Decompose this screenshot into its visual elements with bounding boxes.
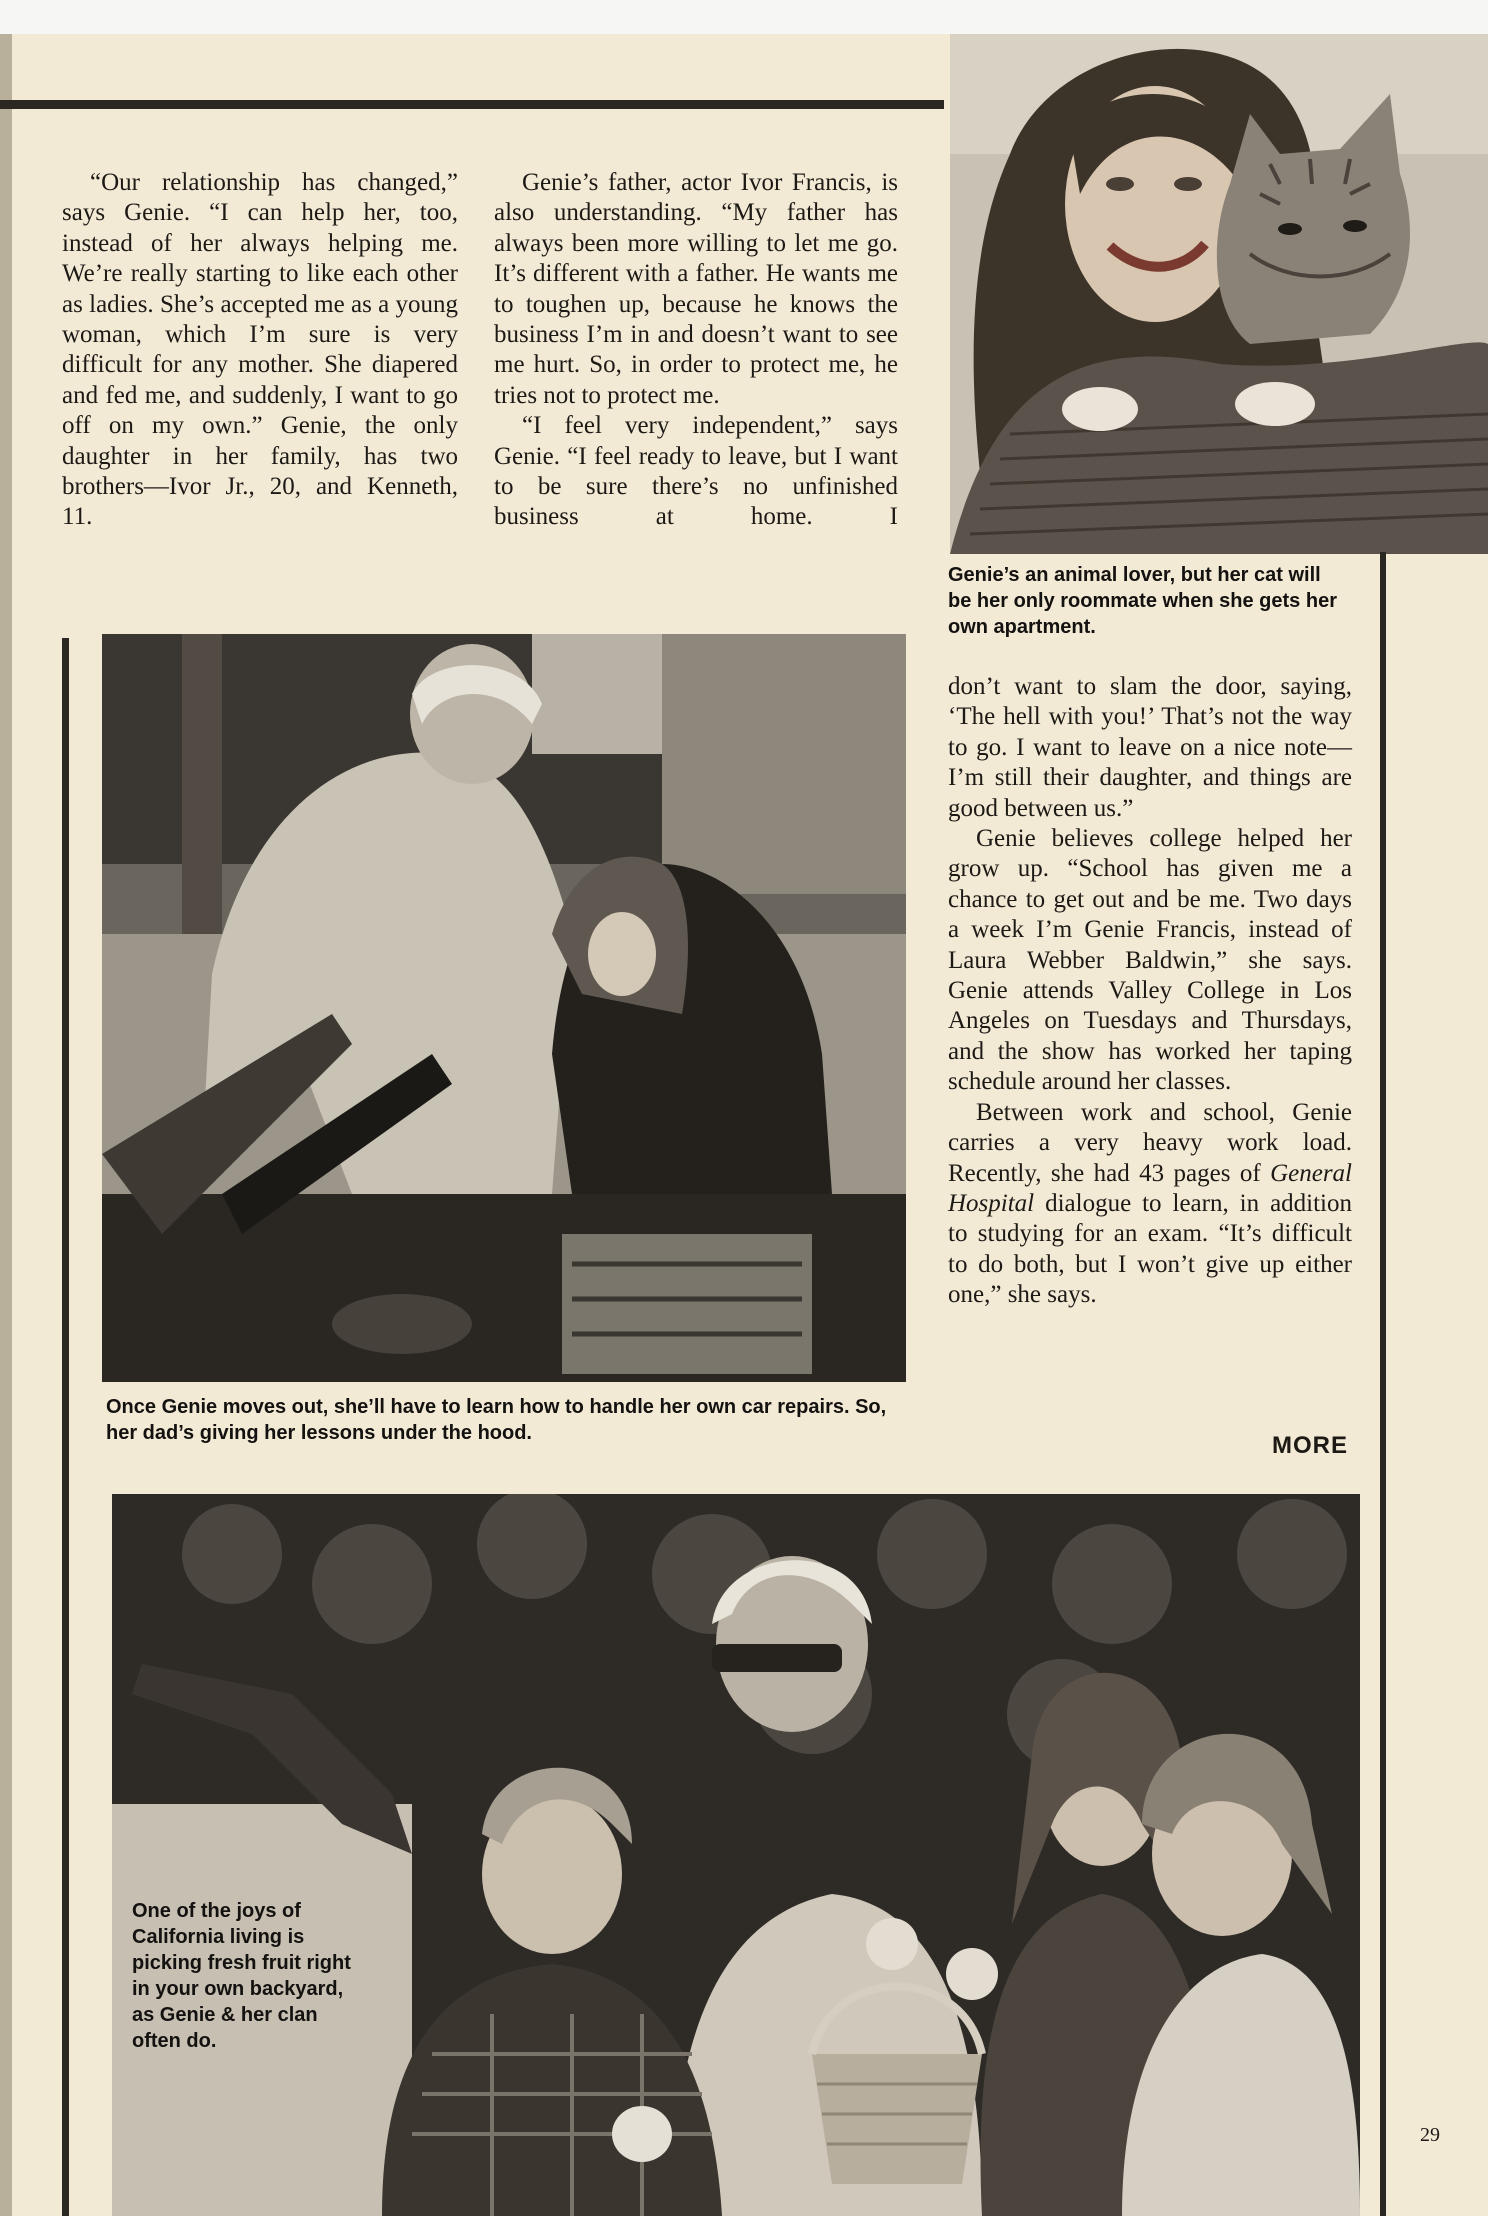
caption-cat: Genie’s an animal lover, but her cat will be her only roommate when she gets her own apartment. — [948, 564, 1337, 638]
article-column-2 — [494, 168, 898, 533]
page-number: 29 — [1420, 2124, 1440, 2146]
article-paragraph: “Our relationship has changed,” says Genie. “I can help her, too, instead of her always helping me. We’re really starting to like each other as ladies. She’s accepted me as a young woman, which I’m sure is very difficult for any mother. She diapered and fed me, and suddenly, I want to go off on my own.” Genie, the only daughter in her family, has two brothers—Ivor Jr., 20, and Kenneth, 11. — [62, 169, 458, 531]
article-paragraph: “I feel very independent,” says Genie. “I feel ready to leave, but I want to be sure there’s no unfinished business at home. I — [494, 412, 898, 531]
caption-fruit: One of the joys of California living is picking fresh fruit right in your own backyard, as Genie & her clan often do. — [132, 1900, 351, 2052]
photo-genie-with-cat — [950, 34, 1488, 554]
photo-car-repair-lesson — [102, 634, 906, 1382]
continued-marker: MORE — [1272, 1432, 1348, 1459]
article-column-1 — [62, 168, 458, 533]
photo-family-picking-fruit — [112, 1494, 1360, 2216]
column-border-left — [62, 638, 69, 2216]
article-text: Between work and school, Genie carries a very heavy work load. Recently, she had 43 pages of — [948, 1098, 1352, 1187]
article-paragraph — [948, 1098, 1352, 1311]
caption-car: Once Genie moves out, she’ll have to learn how to handle her own car repairs. So, her dad’s giving her lessons under the hood. — [106, 1396, 887, 1444]
scan-top-margin — [0, 0, 1488, 34]
page-binding-edge — [0, 34, 12, 2216]
article-paragraph: Genie believes college helped her grow up. “School has given me a chance to get out and be me. Two days a week I’m Genie Francis, instead of Laura Webber Baldwin,” she says. Genie attends Valley College in Los Angeles on Tuesdays and Thursdays, and the show has worked her taping schedule around her classes. — [948, 825, 1352, 1096]
top-rule — [0, 100, 944, 109]
article-paragraph: don’t want to slam the door, saying, ‘The hell with you!’ That’s not the way to go. I want to leave on a nice note—I’m still their daughter, and things are good between us.” — [948, 673, 1352, 822]
article-column-3 — [948, 672, 1352, 1311]
show-title: General Hospital — [948, 1159, 1352, 1217]
column-border-right — [1380, 552, 1386, 2216]
article-text: dialogue to learn, in addition to studying for an exam. “It’s difficult to do both, but I won’t give up either one,” she says. — [948, 1189, 1352, 1309]
article-paragraph: Genie’s father, actor Ivor Francis, is also understanding. “My father has always been more willing to let me go. It’s different with a father. He wants me to toughen up, because he knows the business I’m in and doesn’t want to see me hurt. So, in order to protect me, he tries not to protect me. — [494, 169, 898, 409]
